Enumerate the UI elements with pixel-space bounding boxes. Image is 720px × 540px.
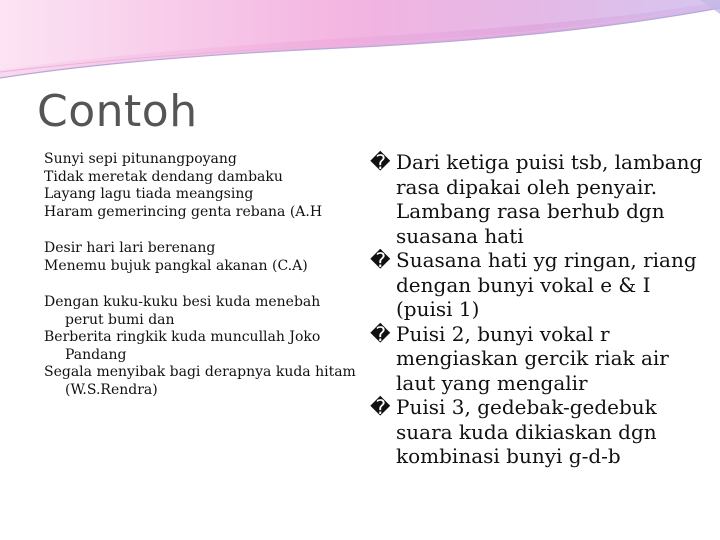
analysis-text: Puisi 3, gedebak-gedebuk suara kuda dikiaskan dgn kombinasi bunyi g-d-b (396, 395, 657, 468)
poem-line: Segala menyibak bagi derapnya kuda hitam (W.S.Rendra) (44, 364, 356, 398)
analysis-text: Puisi 2, bunyi vokal r mengiaskan gercik riak air laut yang mengalir (396, 321, 669, 395)
analysis-text: Suasana hati yg ringan, riang dengan bunyi vokal e & I (puisi 1) (396, 248, 697, 321)
slide-title: Contoh (37, 86, 198, 137)
poem-1 (44, 151, 362, 221)
analysis-item (370, 150, 705, 248)
poem-line: Layang lagu tiada meangsing (44, 186, 254, 202)
poem-2 (44, 240, 362, 275)
poem-3 (44, 294, 362, 399)
poem-line: Tidak meretak dendang dambaku (44, 168, 283, 185)
bullet-glyph-icon: � (370, 395, 391, 419)
analysis-item (370, 248, 705, 322)
analysis-item (370, 322, 705, 396)
poem-line: Desir hari lari berenang (44, 240, 216, 256)
poem-line: Dengan kuku-kuku besi kuda menebah perut bumi dan (44, 294, 321, 328)
analysis-item (370, 395, 705, 469)
bullet-glyph-icon: � (370, 248, 391, 272)
bullet-glyph-icon: � (370, 321, 391, 346)
poem-line: Haram gemerincing genta rebana (A.H (44, 203, 323, 220)
header-decoration (0, 0, 720, 90)
poem-line: Berberita ringkik kuda muncullah Joko Pandang (44, 329, 321, 363)
bullet-glyph-icon: � (370, 150, 391, 174)
poem-line: Menemu bujuk pangkal akanan (C.A) (44, 257, 308, 274)
poem-line: Sunyi sepi pitunangpoyang (44, 151, 237, 167)
poem-examples (44, 151, 362, 418)
analysis-list (370, 150, 705, 469)
analysis-text: Dari ketiga puisi tsb, lambang rasa dipakai oleh penyair. Lambang rasa berhub dgn suasana hati (396, 150, 703, 248)
